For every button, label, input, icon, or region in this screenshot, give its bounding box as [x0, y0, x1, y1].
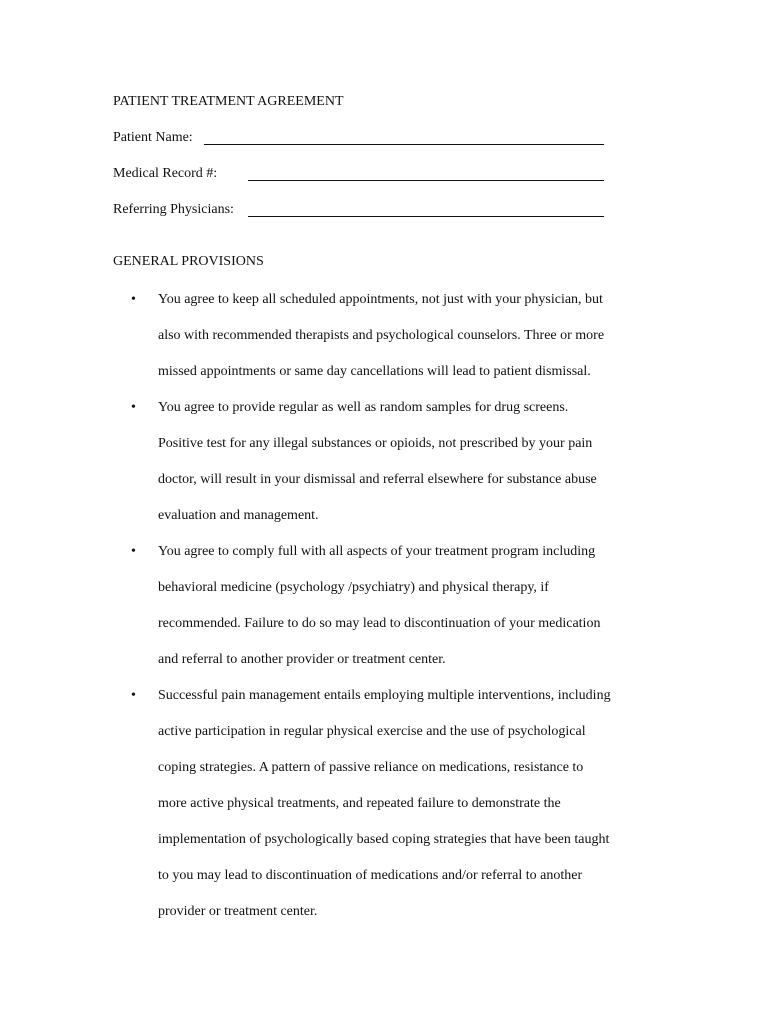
- provision-item: [131, 687, 631, 921]
- bullet-icon: •: [131, 292, 136, 307]
- general-provisions-heading: GENERAL PROVISIONS: [113, 254, 264, 269]
- bullet-icon: •: [131, 544, 136, 559]
- referring-physicians-field: [113, 201, 605, 219]
- provision-text: You agree to comply full with all aspects of your treatment program including behavioral medicine (psychology /psychiatry) and physical therapy, if recommended. Failure to do so may lead to discontinuation of your medication and referral to another provider or treatment center.: [158, 544, 601, 667]
- provision-text: You agree to provide regular as well as random samples for drug screens. Positive test for any illegal substances or opioids, not prescribed by your pain doctor, will result in your dismissal and referral elsewhere for substance abuse evaluation and management.: [158, 400, 597, 523]
- medical-record-field: [113, 165, 605, 183]
- document-title: PATIENT TREATMENT AGREEMENT: [113, 94, 344, 109]
- provision-text: You agree to keep all scheduled appointments, not just with your physician, but also with recommended therapists and psychological counselors. Three or more missed appointments or same day cancellations will lead to patient dismissal.: [158, 292, 605, 379]
- referring-physicians-blank-line[interactable]: [248, 216, 604, 217]
- provision-item: [131, 291, 631, 381]
- provision-item: [131, 543, 631, 669]
- patient-name-field: [113, 129, 605, 147]
- bullet-icon: •: [131, 688, 136, 703]
- medical-record-label: Medical Record #:: [113, 166, 218, 181]
- bullet-icon: •: [131, 400, 136, 415]
- patient-name-blank-line[interactable]: [204, 144, 604, 145]
- referring-physicians-label: Referring Physicians:: [113, 202, 234, 217]
- provision-text: Successful pain management entails employing multiple interventions, including active participation in regular physical exercise and the use of psychological coping strategies. A pattern of passive reliance on medications, resistance to more active physical treatments, and repeated failure to demonstrate the implementation of psychologically based coping strategies that have been taught to you may lead to discontinuation of medications and/or referral to another provider or treatment center.: [158, 688, 611, 919]
- provision-item: [131, 399, 631, 525]
- medical-record-blank-line[interactable]: [248, 180, 604, 181]
- patient-name-label: Patient Name:: [113, 130, 193, 145]
